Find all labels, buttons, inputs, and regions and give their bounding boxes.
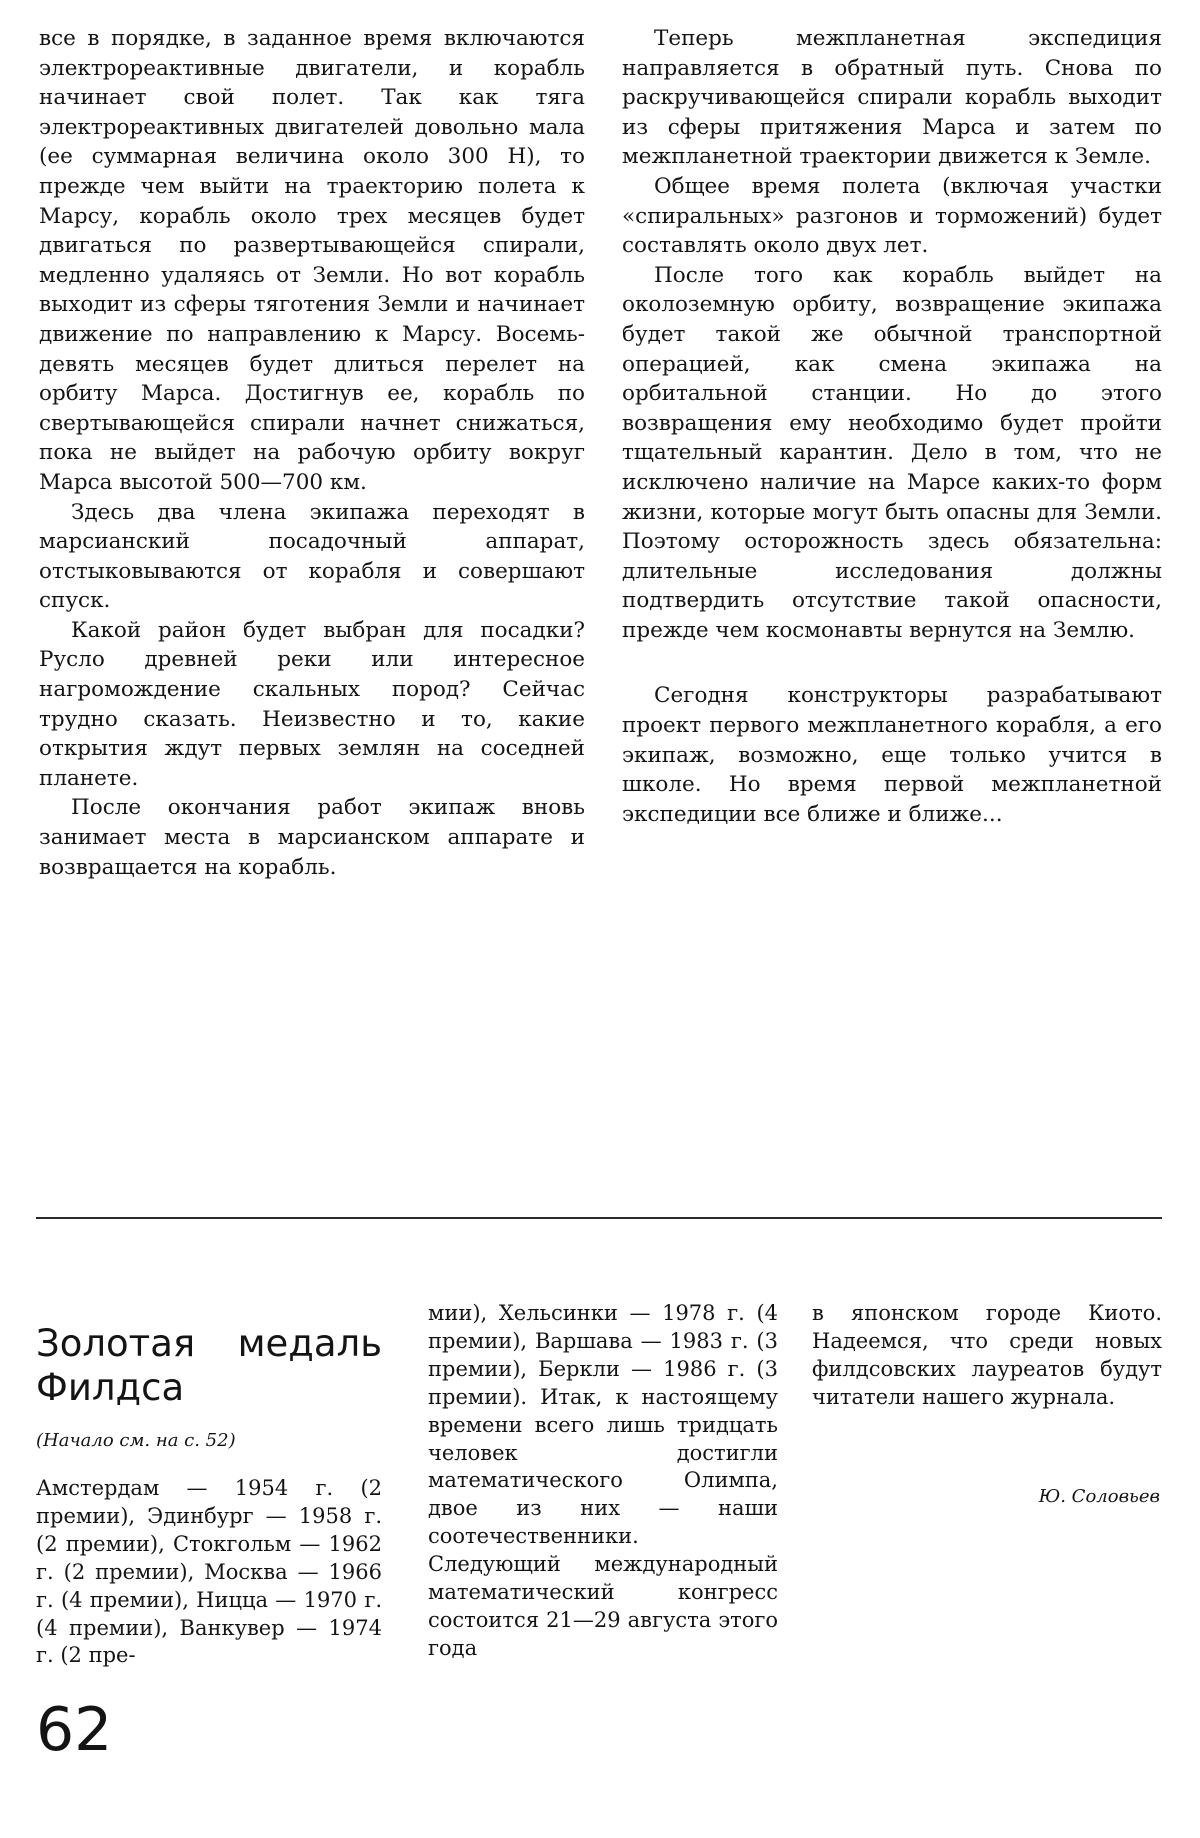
fields-article-column-1 — [36, 1475, 382, 1670]
fields-article-column-2 — [428, 1300, 778, 1663]
paragraph: Теперь межпланетная экспедиция направляется в обратный путь. Снова по раскручивающейся спирали корабль выходит из сферы притяжения Марса и затем по межпланетной траектории движется к Земле. — [622, 26, 1162, 170]
continuation-note: (Начало см. на с. 52) — [36, 1430, 236, 1451]
closing-paragraph: Сегодня конструкторы разрабатывают проект первого межпланетного корабля, а его экипаж, возможно, еще только учится в школе. Но время первой межпланетной экспедиции все ближе и ближе... — [622, 683, 1162, 827]
article-title — [36, 1322, 382, 1410]
paragraph: Общее время полета (включая участки «спиральных» разгонов и торможений) будет составлять около двух лет. — [622, 173, 1162, 259]
paragraph: После того как корабль выйдет на околоземную орбиту, возвращение экипажа будет такой же обычной транспортной операцией, как смена экипажа на орбитальной станции. Но до этого возвращения ему необходимо будет пройти тщательный карантин. Дело в том, что не исключено наличие на Марсе каких-то форм жизни, которые могут быть опасны для Земли. Поэтому осторожность здесь обязательна: длительные исследования должны подтвердить отсутствие такой опасности, прежде чем космонавты вернутся на Землю. — [622, 262, 1162, 643]
paragraph: Какой район будет выбран для посадки? Русло древней реки или интересное нагромождение скальных пород? Сейчас трудно сказать. Неизвестно и то, какие открытия ждут первых землян на соседней планете. — [39, 617, 585, 791]
paragraph: в японском городе Киото. Надеемся, что среди новых филдсовских лауреатов будут читатели нашего журнала. — [812, 1301, 1162, 1409]
author-signature: Ю. Соловьев — [1038, 1486, 1160, 1507]
paragraph: Амстердам — 1954 г. (2 премии), Эдинбург — 1958 г. (2 премии), Стокгольм — 1962 г. (2 премии), Москва — 1966 г. (4 премии), Ницца — 1970 г. (4 премии), Ванкувер — 1974 г. (2 пре- — [36, 1476, 382, 1668]
top-article-left-column — [39, 24, 585, 882]
paragraph: После окончания работ экипаж вновь занимает места в марсианском аппарате и возвращается на корабль. — [39, 795, 585, 880]
article-title-line-1: Золотая медаль — [36, 1322, 382, 1365]
section-divider — [36, 1217, 1162, 1219]
paragraph: все в порядке, в заданное время включаются электрореактивные двигатели, и корабль начинает свой полет. Так как тяга электрореактивных двигателей довольно мала (ее суммарная величина около 300 Н), то прежде чем выйти на траекторию полета к Марсу, корабль около трех месяцев будет двигаться по развертывающейся спирали, медленно удаляясь от Земли. Но вот корабль выходит из сферы тяготения Земли и начинает движение по направлению к Марсу. Восемь-девять месяцев будет длиться перелет на орбиту Марса. Достигнув ее, корабль по свертывающейся спирали начнет снижаться, пока не выйдет на рабочую орбиту вокруг Марса высотой 500—700 км. — [39, 26, 585, 495]
fields-article-column-3 — [812, 1300, 1162, 1412]
page-number: 62 — [36, 1695, 113, 1765]
top-article-right-column — [622, 24, 1162, 829]
article-title-line-2: Филдса — [36, 1366, 185, 1409]
paragraph: мии), Хельсинки — 1978 г. (4 премии), Варшава — 1983 г. (3 премии), Беркли — 1986 г. (3 премии). Итак, к настоящему времени всего лишь тридцать человек достигли математического Олимпа, двое из них — наши соотечественники. Следующий международный математический конгресс состоится 21—29 августа этого года — [428, 1301, 778, 1660]
paragraph: Здесь два члена экипажа переходят в марсианский посадочный аппарат, отстыковываются от корабля и совершают спуск. — [39, 499, 585, 614]
